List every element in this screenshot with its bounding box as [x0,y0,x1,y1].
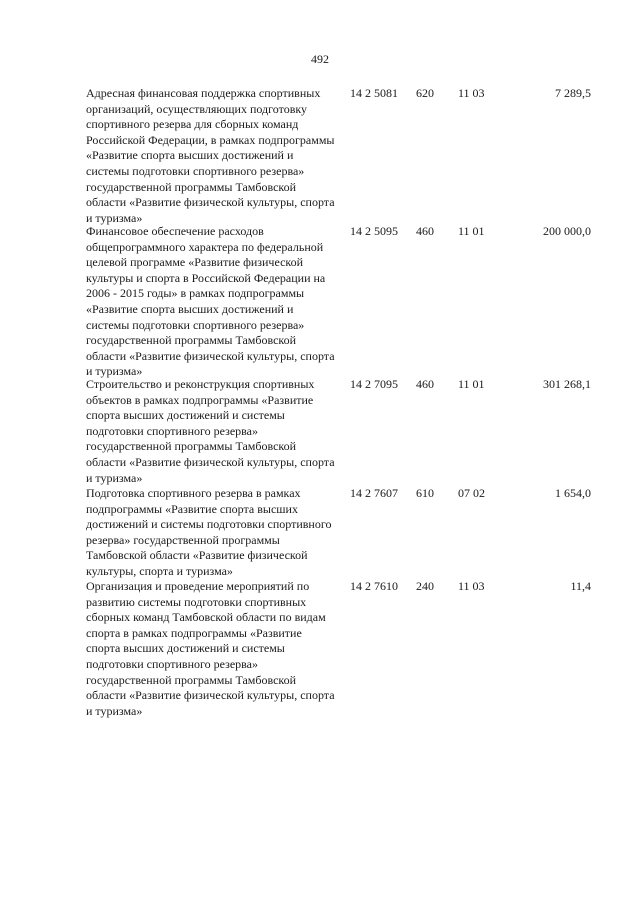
target-article-code: 14 2 7095 [350,377,398,391]
expenditure-name: Адресная финансовая поддержка спортивных организаций, осуществляющих подготовку спортивного резерва для сборных команд Российской Федерации, в рамках подпрограммы «Развитие спорта высших достижений и системы подготовки спортивного резерва» государственной программы Тамбовской области «Развитие физической культуры, спорта и туризма» [86,86,335,225]
expense-type-code: 460 [416,224,434,238]
expenditure-name: Финансовое обеспечение расходов общепрограммного характера по федеральной целевой программе «Развитие физической культуры и спорта в Российской Федерации на 2006 - 2015 годы» в рамках подпрограммы «Развитие спорта высших достижений и системы подготовки спортивного резерва» государственной программы Тамбовской области «Развитие физической культуры, спорта и туризма» [86,224,335,379]
table-row [86,224,591,377]
table-row [86,486,591,579]
expense-type-code: 620 [416,86,434,100]
amount-value: 7 289,5 [555,86,591,100]
section-subsection-code: 11 03 [458,579,485,593]
target-article-code: 14 2 5081 [350,86,398,100]
table-row [86,377,591,486]
target-article-code: 14 2 7607 [350,486,398,500]
section-subsection-code: 07 02 [458,486,485,500]
page-number: 492 [311,52,329,66]
table-row [86,579,591,719]
target-article-code: 14 2 5095 [350,224,398,238]
table-row [86,86,591,224]
section-subsection-code: 11 03 [458,86,485,100]
expenditure-name: Организация и проведение мероприятий по развитию системы подготовки спортивных сборных команд Тамбовской области по видам спорта в рамках подпрограммы «Развитие спорта высших достижений и системы подготовки спортивного резерва» государственной программы Тамбовской области «Развитие физической культуры, спорта и туризма» [86,579,335,718]
amount-value: 301 268,1 [543,377,591,391]
expense-type-code: 240 [416,579,434,593]
section-subsection-code: 11 01 [458,377,485,391]
amount-value: 11,4 [570,579,591,593]
expense-type-code: 610 [416,486,434,500]
amount-value: 200 000,0 [543,224,591,238]
expenditure-name: Подготовка спортивного резерва в рамках подпрограммы «Развитие спорта высших достижений и системы подготовки спортивного резерва» государственной программы Тамбовской области «Развитие физической культуры, спорта и туризма» [86,486,332,578]
budget-table [86,86,591,719]
section-subsection-code: 11 01 [458,224,485,238]
target-article-code: 14 2 7610 [350,579,398,593]
expense-type-code: 460 [416,377,434,391]
amount-value: 1 654,0 [555,486,591,500]
expenditure-name: Строительство и реконструкция спортивных объектов в рамках подпрограммы «Развитие спорта высших достижений и системы подготовки спортивного резерва» государственной программы Тамбовской области «Развитие физической культуры, спорта и туризма» [86,377,335,485]
